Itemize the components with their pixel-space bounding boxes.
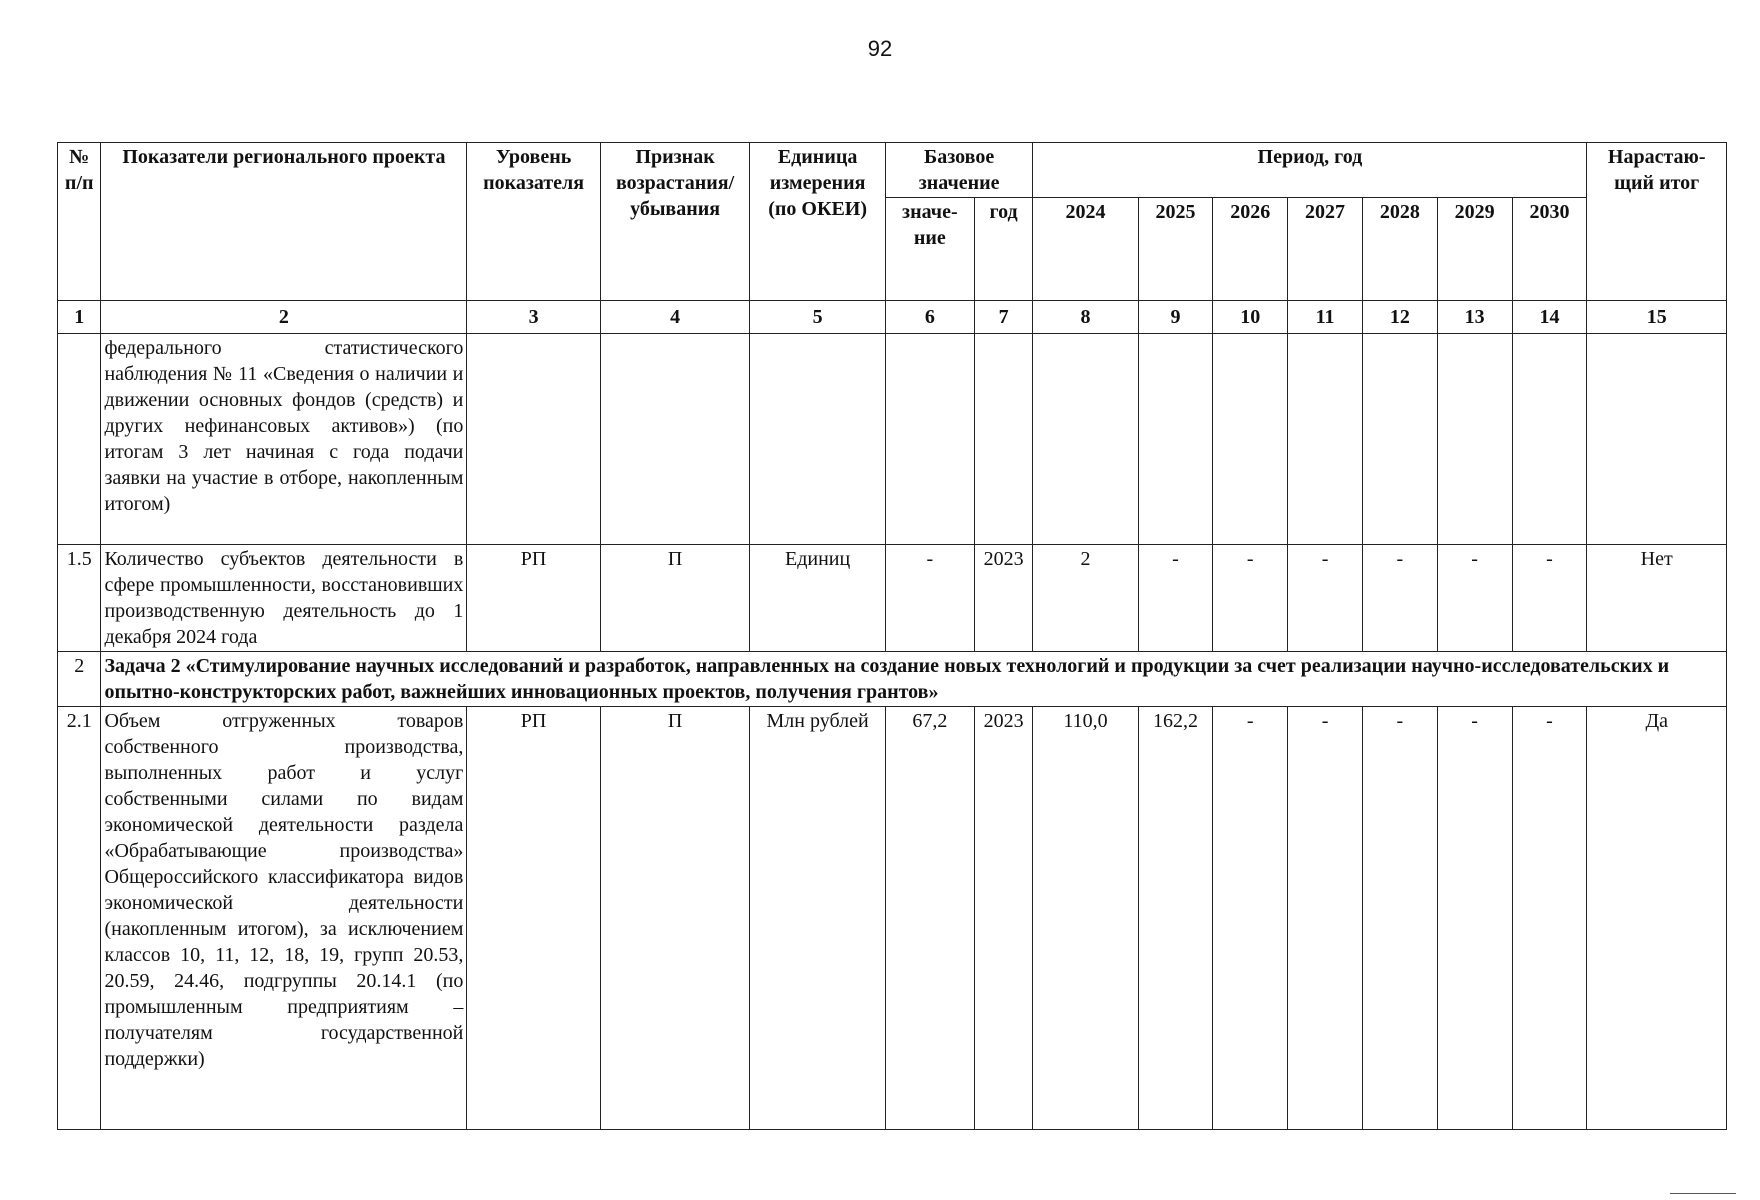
row-num: 1.5 bbox=[58, 545, 101, 652]
row-unit bbox=[750, 334, 885, 545]
row-value-2025 bbox=[1138, 334, 1213, 545]
row-value-2029: - bbox=[1437, 707, 1512, 1130]
footer-line bbox=[1670, 1193, 1736, 1194]
row-cumulative bbox=[1587, 334, 1727, 545]
row-value-2028: - bbox=[1362, 545, 1437, 652]
row-cumulative: Да bbox=[1587, 707, 1727, 1130]
column-number: 13 bbox=[1437, 301, 1512, 334]
page-number: 92 bbox=[867, 36, 893, 61]
column-number: 10 bbox=[1213, 301, 1288, 334]
row-value-2028: - bbox=[1362, 707, 1437, 1130]
row-indicator: Объем отгруженных товаров собственного производства, выполненных работ и услуг собственными силами по видам экономической деятельности раздела «Обрабатывающие производства» Общероссийского классификатора видов экономической деятельности (накопленным итогом), за исключением классов 10, 11, 12, 18, 19, групп 20.53, 20.59, 24.46, подгруппы 20.14.1 (по промышленным предприятиям – получателям государственной поддержки) bbox=[101, 707, 467, 1130]
header-cumulative: Нарастаю- щий итог bbox=[1587, 143, 1727, 301]
row-num bbox=[58, 334, 101, 545]
row-value-2026: - bbox=[1213, 545, 1288, 652]
column-number: 1 bbox=[58, 301, 101, 334]
column-number: 11 bbox=[1288, 301, 1363, 334]
row-base-year: 2023 bbox=[974, 707, 1033, 1130]
row-value-2024: 2 bbox=[1033, 545, 1138, 652]
row-value-2028 bbox=[1362, 334, 1437, 545]
row-cumulative: Нет bbox=[1587, 545, 1727, 652]
row-value-2026 bbox=[1213, 334, 1288, 545]
header-year: 2028 bbox=[1362, 198, 1437, 301]
row-value-2024 bbox=[1033, 334, 1138, 545]
row-base-value: 67,2 bbox=[885, 707, 974, 1130]
row-base-year: 2023 bbox=[974, 545, 1033, 652]
row-value-2029: - bbox=[1437, 545, 1512, 652]
column-number: 7 bbox=[974, 301, 1033, 334]
indicators-table bbox=[57, 142, 1727, 1130]
task-num: 2 bbox=[58, 652, 101, 707]
row-trend bbox=[600, 334, 750, 545]
header-indicators: Показатели регионального проекта bbox=[101, 143, 467, 301]
row-level bbox=[467, 334, 600, 545]
header-trend: Признак возрастания/ убывания bbox=[600, 143, 750, 301]
column-number: 15 bbox=[1587, 301, 1727, 334]
header-year: 2027 bbox=[1288, 198, 1363, 301]
header-year: 2026 bbox=[1213, 198, 1288, 301]
column-number: 5 bbox=[750, 301, 885, 334]
column-numbers-row bbox=[58, 301, 1727, 334]
table-row bbox=[58, 707, 1727, 1130]
header-year: 2029 bbox=[1437, 198, 1512, 301]
header-unit: Единица измерения (по ОКЕИ) bbox=[750, 143, 885, 301]
column-number: 12 bbox=[1362, 301, 1437, 334]
row-indicator: федерального статистического наблюдения № 11 «Сведения о наличии и движении основных фондов (средств) и других нефинансовых активов») (по итогам 3 лет начиная с года подачи заявки на участие в отборе, накопленным итогом) bbox=[101, 334, 467, 545]
row-level: РП bbox=[467, 545, 600, 652]
row-base-value: - bbox=[885, 545, 974, 652]
column-number: 8 bbox=[1033, 301, 1138, 334]
header-year: 2025 bbox=[1138, 198, 1213, 301]
row-trend: П bbox=[600, 707, 750, 1130]
row-base-year bbox=[974, 334, 1033, 545]
header-row bbox=[58, 143, 1727, 198]
column-number: 14 bbox=[1512, 301, 1587, 334]
header-year: 2030 bbox=[1512, 198, 1587, 301]
row-unit: Единиц bbox=[750, 545, 885, 652]
column-number: 4 bbox=[600, 301, 750, 334]
row-value-2030: - bbox=[1512, 707, 1587, 1130]
row-value-2030: - bbox=[1512, 545, 1587, 652]
header-base-year: год bbox=[974, 198, 1033, 301]
column-number: 6 bbox=[885, 301, 974, 334]
row-value-2029 bbox=[1437, 334, 1512, 545]
row-value-2030 bbox=[1512, 334, 1587, 545]
row-indicator: Количество субъектов деятельности в сфере промышленности, восстановивших производственную деятельность до 1 декабря 2024 года bbox=[101, 545, 467, 652]
column-number: 2 bbox=[101, 301, 467, 334]
row-num: 2.1 bbox=[58, 707, 101, 1130]
header-period: Период, год bbox=[1033, 143, 1587, 198]
row-value-2025: 162,2 bbox=[1138, 707, 1213, 1130]
row-level: РП bbox=[467, 707, 600, 1130]
table-row bbox=[58, 545, 1727, 652]
header-base: Базовое значение bbox=[885, 143, 1033, 198]
row-value-2025: - bbox=[1138, 545, 1213, 652]
header-num: № п/п bbox=[58, 143, 101, 301]
column-number: 3 bbox=[467, 301, 600, 334]
row-value-2027 bbox=[1288, 334, 1363, 545]
task-title: Задача 2 «Стимулирование научных исследований и разработок, направленных на создание новых технологий и продукции за счет реализации научно-исследовательских и опытно-конструкторских работ, важнейших инновационных проектов, получения грантов» bbox=[101, 652, 1727, 707]
table-row bbox=[58, 334, 1727, 545]
row-unit: Млн рублей bbox=[750, 707, 885, 1130]
column-number: 9 bbox=[1138, 301, 1213, 334]
row-base-value bbox=[885, 334, 974, 545]
header-year: 2024 bbox=[1033, 198, 1138, 301]
row-value-2027: - bbox=[1288, 707, 1363, 1130]
row-value-2027: - bbox=[1288, 545, 1363, 652]
header-base-value: значе- ние bbox=[885, 198, 974, 301]
row-value-2026: - bbox=[1213, 707, 1288, 1130]
row-trend: П bbox=[600, 545, 750, 652]
header-level: Уровень показателя bbox=[467, 143, 600, 301]
task-row bbox=[58, 652, 1727, 707]
row-value-2024: 110,0 bbox=[1033, 707, 1138, 1130]
